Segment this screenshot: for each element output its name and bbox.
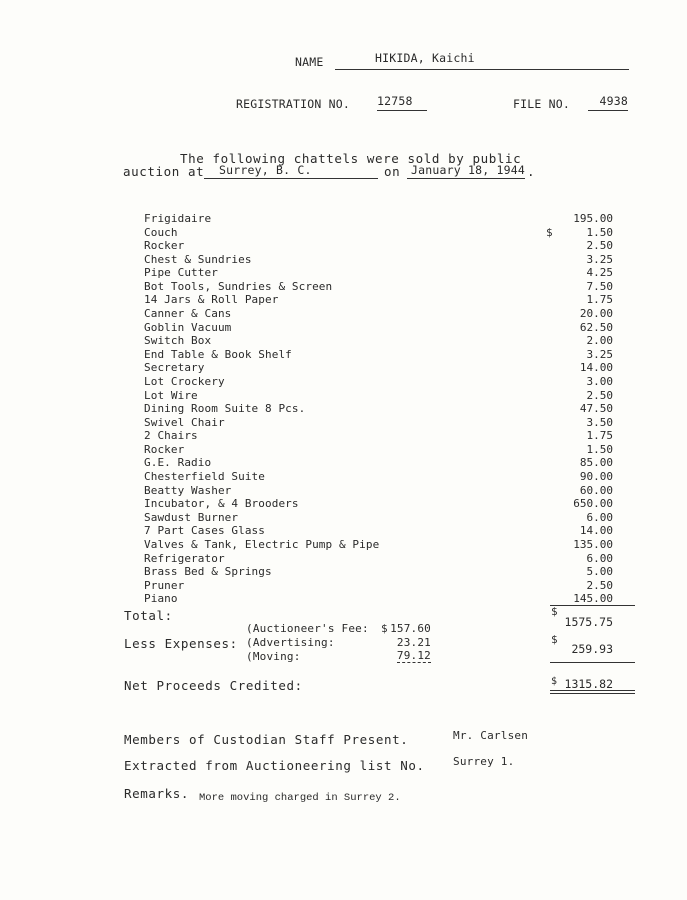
intro-end-punct: . [527,164,536,179]
item-name: Piano [144,592,178,606]
item-amount: 1.75 [586,429,613,443]
staff-label: Members of Custodian Staff Present. [124,732,409,747]
item-name: Goblin Vacuum [144,320,232,334]
item-amount: 135.00 [573,537,613,551]
net-proceeds-label: Net Proceeds Credited: [124,678,303,693]
staff-value: Mr. Carlsen [453,729,529,742]
item-name: Dining Room Suite 8 Pcs. [144,402,306,416]
item-name: G.E. Radio [144,456,212,470]
item-name: Frigidaire [144,212,212,225]
item-amount: 2.50 [586,578,613,592]
item-amount: 85.00 [579,456,613,470]
item-name: Beatty Washer [144,483,232,497]
net-proceeds-value: 1315.82 [564,677,613,691]
registration-value: 12758 [377,94,427,111]
item-amount: 145.00 [573,592,613,606]
item-name: Rocker [144,239,185,253]
name-value: HIKIDA, Kaichi [375,51,475,65]
item-amount: 650.00 [573,497,613,511]
expenses-rule [550,662,635,663]
on-label: on [384,164,401,179]
items-total-rule [550,605,635,606]
item-name: Lot Wire [144,388,198,402]
item-name: Couch [144,225,178,239]
item-name: Chest & Sundries [144,252,252,266]
item-name: Canner & Cans [144,307,232,321]
item-name: Swivel Chair [144,415,225,429]
expense-label-auctioneer: (Auctioneer's Fee: [246,622,369,635]
item-amount: 6.00 [586,510,613,524]
intro-line-1: The following chattels were sold by public [180,151,522,166]
item-name: Lot Crockery [144,374,225,388]
item-amount: 4.25 [586,266,613,280]
item-name: 7 Part Cases Glass [144,524,266,538]
items-dollar-sign: $ [546,226,553,239]
item-name: Chesterfield Suite [144,470,266,484]
extracted-value: Surrey 1. [453,755,515,768]
expense-currency-auctioneer: $ [381,622,388,635]
item-amount: 60.00 [579,483,613,497]
item-amount: 2.00 [586,334,613,348]
item-amount: 195.00 [573,212,613,225]
auction-date-value: January 18, 1944 [411,163,525,177]
item-name: Switch Box [144,334,212,348]
remarks-label: Remarks. [124,786,190,801]
item-amount: 14.00 [579,524,613,538]
expense-amount-auctioneer: 157.60 [390,622,431,635]
expense-label-moving: (Moving: [246,650,301,663]
item-name: Rocker [144,442,185,456]
item-name: Incubator, & 4 Brooders [144,497,299,511]
expenses-dollar-sign: $ [551,633,558,646]
item-name: Brass Bed & Springs [144,565,272,579]
expense-label-advertising: (Advertising: [246,636,335,649]
item-amount: 3.25 [586,347,613,361]
expense-amount-moving: 79.12 [396,649,431,662]
item-amount: 47.50 [579,402,613,416]
intro-line-2-prefix: auction at [123,164,205,179]
less-expenses-label: Less Expenses: [124,636,238,651]
item-amount: 7.50 [586,279,613,293]
expenses-total-value: 259.93 [571,642,613,656]
item-name: Pruner [144,578,185,592]
item-amount: 5.00 [586,565,613,579]
item-amount: 3.50 [586,415,613,429]
item-amount: 1.75 [586,293,613,307]
item-amount: 2.50 [586,388,613,402]
name-field [335,52,629,70]
item-amount: 62.50 [579,320,613,334]
auction-location-value: Surrey, B. C. [219,163,312,177]
auction-location [204,163,378,179]
item-name: Refrigerator [144,551,225,565]
total-label: Total: [124,608,173,623]
extracted-label: Extracted from Auctioneering list No. [124,758,425,773]
total-dollar-sign: $ [551,605,558,618]
net-double-rule [550,690,635,694]
item-amount: 14.00 [579,361,613,375]
item-name: 2 Chairs [144,429,198,443]
item-amount: 20.00 [579,307,613,321]
item-name: Sawdust Burner [144,510,239,524]
item-name: Secretary [144,361,205,375]
item-amount: 6.00 [586,551,613,565]
total-value: 1575.75 [564,615,613,629]
file-label: FILE NO. [513,97,570,111]
item-name: Pipe Cutter [144,266,218,280]
file-value: 4938 [588,94,628,111]
remarks-value: More moving charged in Surrey 2. [199,792,401,804]
item-amount: 1.50 [586,225,613,239]
registration-label: REGISTRATION NO. [236,97,350,111]
net-dollar-sign: $ [551,676,558,687]
item-name: Valves & Tank, Electric Pump & Pipe [144,537,380,551]
item-amount: 3.00 [586,374,613,388]
item-name: 14 Jars & Roll Paper [144,293,279,307]
name-label: NAME [295,55,324,69]
item-amount: 2.50 [586,239,613,253]
item-amount: 90.00 [579,470,613,484]
item-amount: 3.25 [586,252,613,266]
item-amount: 1.50 [586,442,613,456]
auction-date [407,163,525,179]
item-name: Bot Tools, Sundries & Screen [144,279,333,293]
expense-amount-advertising: 23.21 [396,636,431,649]
item-name: End Table & Book Shelf [144,347,292,361]
